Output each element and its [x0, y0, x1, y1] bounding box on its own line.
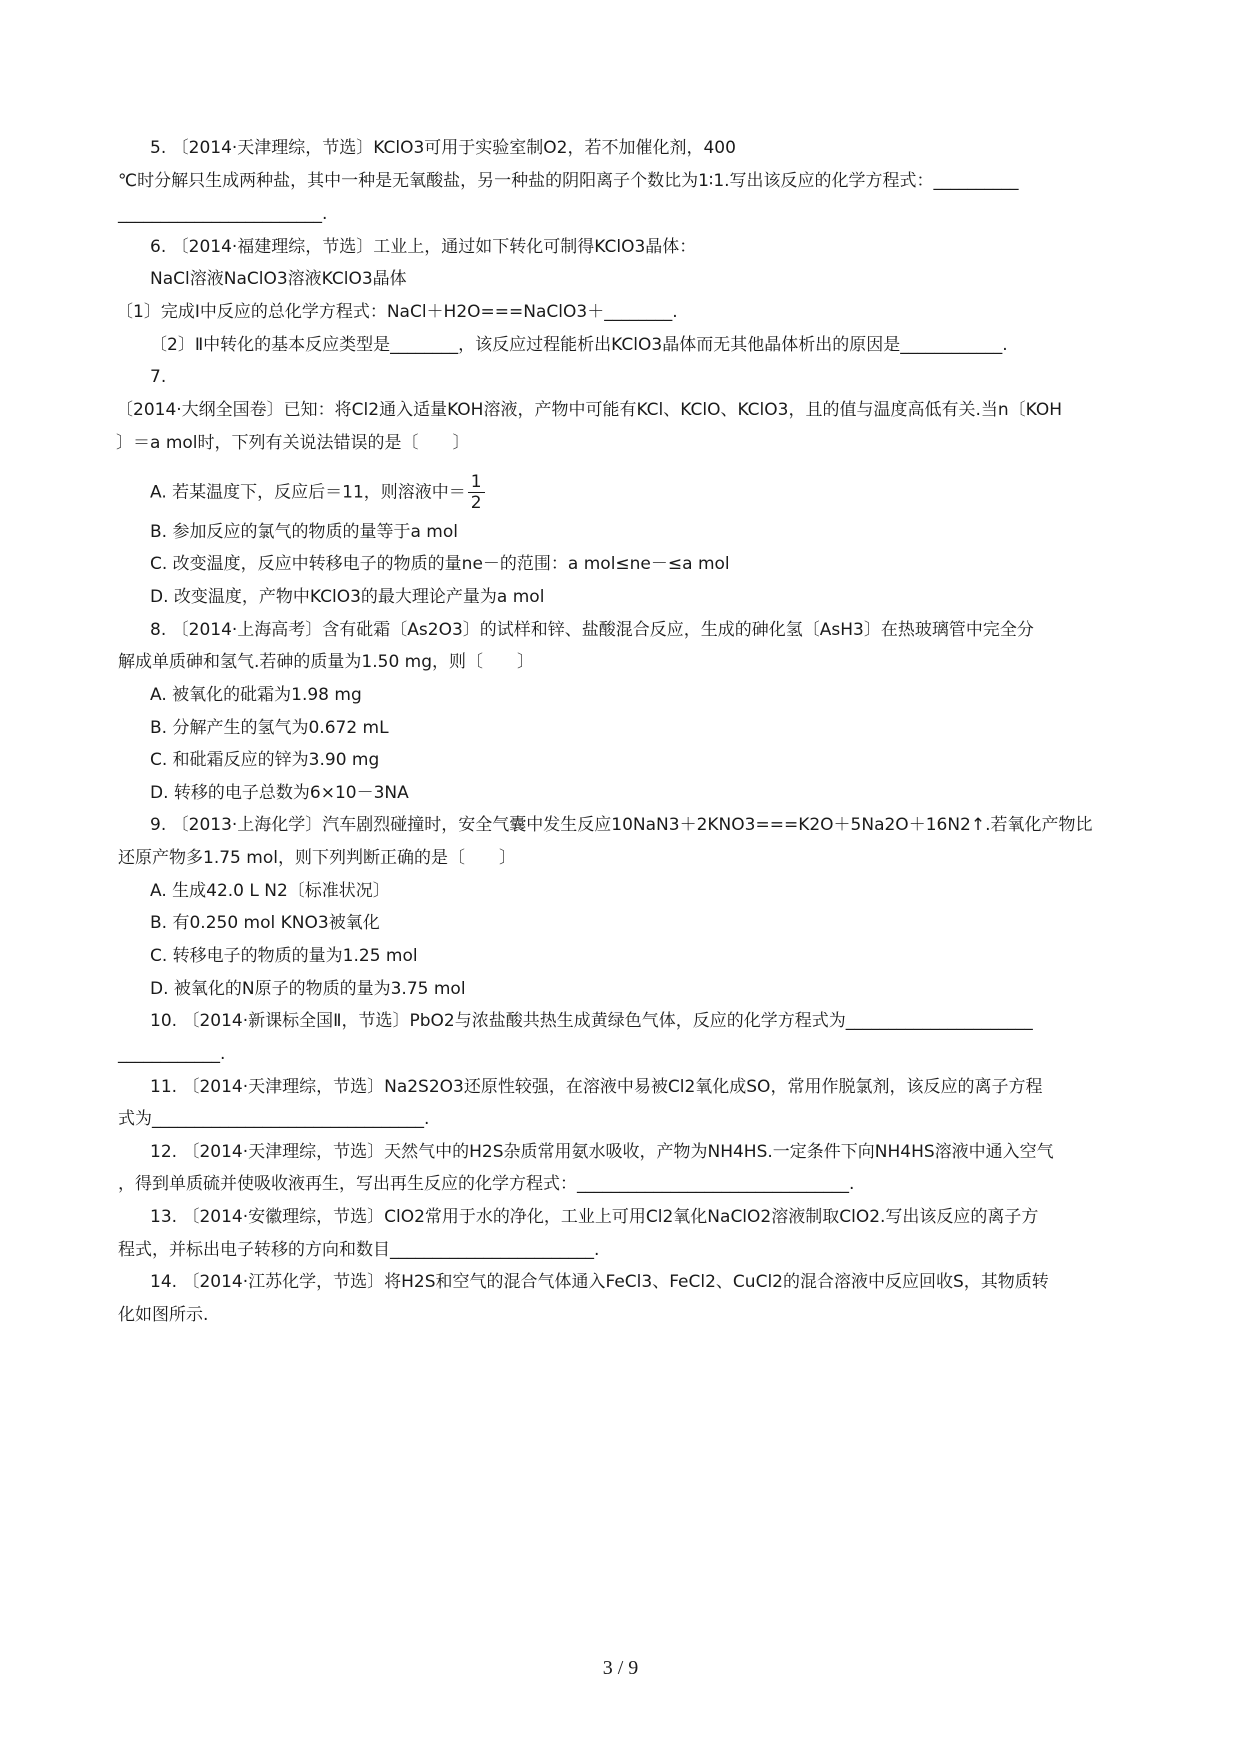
q9-option-a: A. 生成42.0 L N2〔标准状况〕 [150, 881, 390, 901]
q12-line-2: ，得到单质硫并使吸收液再生，写出再生反应的化学方程式：________________________________. [118, 1174, 855, 1194]
q7-line-1: 7. [150, 367, 167, 387]
q10-line-1: 10. 〔2014·新课标全国Ⅱ，节选〕PbO2与浓盐酸共热生成黄绿色气体，反应的化学方程式为______________________ [150, 1011, 1033, 1031]
q11-line-2: 式为________________________________. [118, 1109, 430, 1129]
q6-line-3: 〔1〕完成Ⅰ中反应的总化学方程式：NaCl＋H2O===NaClO3＋________. [116, 302, 678, 322]
q10-line-2: ____________. [118, 1044, 226, 1064]
q9-option-c: C. 转移电子的物质的量为1.25 mol [150, 946, 418, 966]
q8-line-1: 8. 〔2014·上海高考〕含有砒霜〔As2O3〕的试样和锌、盐酸混合反应，生成的砷化氢〔AsH3〕在热玻璃管中完全分 [150, 620, 1034, 640]
q7-option-a-text: A. 若某温度下，反应后＝11，则溶液中＝ [150, 482, 466, 503]
q7-line-2: 〔2014·大纲全国卷〕已知：将Cl2通入适量KOH溶液，产物中可能有KCl、KClO、KClO3，且的值与温度高低有关.当n〔KOH [116, 400, 1063, 420]
q14-line-1: 14. 〔2014·江苏化学，节选〕将H2S和空气的混合气体通入FeCl3、FeCl2、CuCl2的混合溶液中反应回收S，其物质转 [150, 1272, 1049, 1292]
q9-line-2: 还原产物多1.75 mol，则下列判断正确的是〔 〕 [118, 848, 516, 868]
fraction-denominator: 2 [470, 493, 482, 513]
q8-line-2: 解成单质砷和氢气.若砷的质量为1.50 mg，则〔 〕 [118, 652, 535, 672]
q8-option-a: A. 被氧化的砒霜为1.98 mg [150, 685, 362, 705]
q5-line-1: 5. 〔2014·天津理综，节选〕KClO3可用于实验室制O2，若不加催化剂，400 [150, 138, 736, 158]
q9-line-1: 9. 〔2013·上海化学〕汽车剧烈碰撞时，安全气囊中发生反应10NaN3＋2KNO3===K2O＋5Na2O＋16N2↑.若氧化产物比 [150, 815, 1093, 835]
q7-option-c: C. 改变温度，反应中转移电子的物质的量ne－的范围：a mol≤ne－≤a mol [150, 554, 730, 574]
q7-option-d: D. 改变温度，产物中KClO3的最大理论产量为a mol [150, 587, 545, 607]
q11-line-1: 11. 〔2014·天津理综，节选〕Na2S2O3还原性较强，在溶液中易被Cl2氧化成SO，常用作脱氯剂，该反应的离子方程 [150, 1077, 1043, 1097]
q5-line-3: ________________________. [118, 204, 328, 224]
q6-line-2: NaCl溶液NaClO3溶液KClO3晶体 [150, 269, 407, 289]
q8-option-c: C. 和砒霜反应的锌为3.90 mg [150, 750, 380, 770]
fraction [468, 472, 485, 513]
q14-line-2: 化如图所示. [118, 1305, 209, 1325]
q5-line-2: ℃时分解只生成两种盐，其中一种是无氧酸盐，另一种盐的阴阳离子个数比为1∶1.写出该反应的化学方程式：__________ [118, 171, 1019, 191]
q7-option-b: B. 参加反应的氯气的物质的量等于a mol [150, 522, 458, 542]
q8-option-b: B. 分解产生的氢气为0.672 mL [150, 718, 389, 738]
page-number: 3 / 9 [602, 1657, 639, 1679]
q9-option-b: B. 有0.250 mol KNO3被氧化 [150, 913, 380, 933]
q6-line-1: 6. 〔2014·福建理综，节选〕工业上，通过如下转化可制得KClO3晶体： [150, 237, 697, 257]
q8-option-d: D. 转移的电子总数为6×10－3NA [150, 783, 409, 803]
q6-line-4: 〔2〕Ⅱ中转化的基本反应类型是________，该反应过程能析出KClO3晶体而无其他晶体析出的原因是____________. [150, 335, 1008, 355]
q9-option-d: D. 被氧化的N原子的物质的量为3.75 mol [150, 979, 466, 999]
q7-option-a [150, 472, 485, 513]
fraction-numerator: 1 [468, 472, 485, 493]
q13-line-1: 13. 〔2014·安徽理综，节选〕ClO2常用于水的净化，工业上可用Cl2氧化NaClO2溶液制取ClO2.写出该反应的离子方 [150, 1207, 1039, 1227]
q12-line-1: 12. 〔2014·天津理综，节选〕天然气中的H2S杂质常用氨水吸收，产物为NH4HS.一定条件下向NH4HS溶液中通入空气 [150, 1142, 1054, 1162]
q13-line-2: 程式，并标出电子转移的方向和数目________________________. [118, 1240, 600, 1260]
q7-line-3: 〕＝a mol时，下列有关说法错误的是〔 〕 [116, 433, 470, 453]
